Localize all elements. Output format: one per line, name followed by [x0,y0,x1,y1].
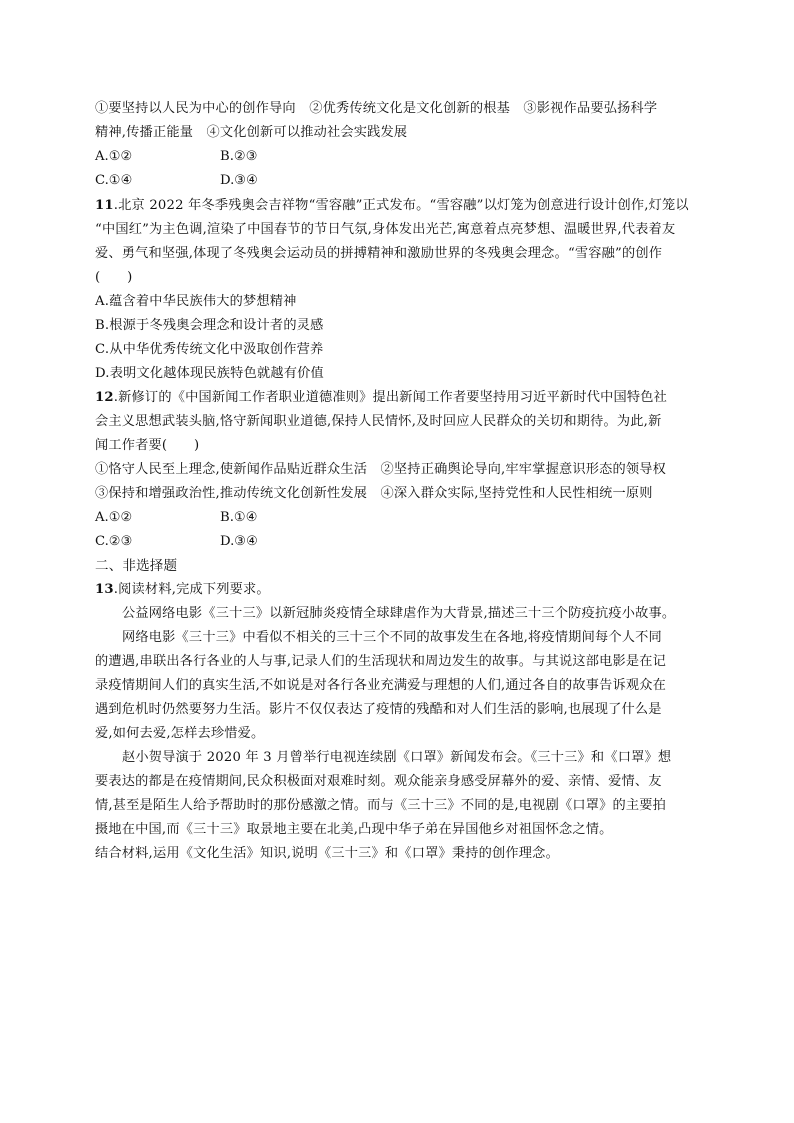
q12-option-a: A.①② [95,510,133,525]
q10-option-d: D.③④ [220,173,258,188]
q13-paragraph-3-line4: 摄地在中国,而《三十三》取景地主要在北美,凸现中华子弟在异国他乡对祖国怀念之情。 [95,822,613,837]
q11-stem-line2: “中国红”为主色调,渲染了中国春节的节日气氛,身体发出光芒,寓意着点亮梦想、温暖世界,代表着友 [95,222,676,237]
q13-paragraph-2-line1: 网络电影《三十三》中看似不相关的三十三个不同的故事发生在各地,将疫情期间每个人不同 [122,630,662,645]
q13-number: 13 [95,582,114,597]
q10-option-c: C.①④ [95,173,133,188]
q13-paragraph-3-line2: 要表达的都是在疫情期间,民众积极面对艰难时刻。观众能亲身感受屏幕外的爱、亲情、爱情、友 [95,774,662,789]
q13-task: 结合材料,运用《文化生活》知识,说明《三十三》和《口罩》秉持的创作理念。 [95,846,559,861]
q13-paragraph-2-line5: 爱,如何去爱,怎样去珍惜爱。 [95,726,265,741]
q12-option-d: D.③④ [220,534,258,549]
q11-option-a: A.蕴含着中华民族伟大的梦想精神 [95,294,297,309]
q10-items-line2: 精神,传播正能量 ④文化创新可以推动社会实践发展 [95,125,408,140]
q12-stem-line2: 会主义思想武装头脑,恪守新闻职业道德,保持人民情怀,及时回应人民群众的关切和期待。为此,新 [95,414,662,429]
q11-option-c: C.从中华优秀传统文化中汲取创作营养 [95,342,324,357]
q12-stem-line3: 闻工作者要( ) [95,438,200,453]
q13-paragraph-2-line3: 录疫情期间人们的真实生活,不如说是对各行各业充满爱与理想的人们,通过各自的故事告诉观众在 [95,678,667,693]
q11-answer-blank: ( ) [95,270,133,285]
q12-stem-line1 [95,389,667,407]
q10-option-b: B.②③ [220,149,258,164]
q13-paragraph-1: 公益网络电影《三十三》以新冠肺炎疫情全球肆虐作为大背景,描述三十三个防疫抗疫小故事。 [122,606,676,621]
q12-stem-text: .新修订的《中国新闻工作者职业道德准则》提出新闻工作者要坚持用习近平新时代中国特色社 [113,390,668,405]
q12-option-c: C.②③ [95,534,133,549]
q11-stem-line1 [95,197,689,215]
q13-paragraph-2-line2: 的遭遇,串联出各行各业的人与事,记录人们的生活现状和周边发生的故事。与其说这部电影是在记 [95,654,667,669]
q11-stem-text: .北京 2022 年冬季残奥会吉祥物“雪容融”正式发布。“雪容融”以灯笼为创意进行设计创作,灯笼以 [113,198,689,213]
q13-prompt [95,581,270,599]
q10-items-line1: ①要坚持以人民为中心的创作导向 ②优秀传统文化是文化创新的根基 ③影视作品要弘扬科学 [95,101,658,116]
q13-paragraph-3-line1: 赵小贺导演于 2020 年 3 月曾举行电视连续剧《口罩》新闻发布会。《三十三》和《口罩》想 [122,750,672,765]
q11-option-b: B.根源于冬残奥会理念和设计者的灵感 [95,318,324,333]
q13-prompt-text: .阅读材料,完成下列要求。 [113,582,270,597]
q12-items-line2: ③保持和增强政治性,推动传统文化创新性发展 ④深入群众实际,坚持党性和人民性相统一原则 [95,486,653,501]
q13-paragraph-2-line4: 遇到危机时仍然要努力生活。影片不仅仅表达了疫情的残酷和对人们生活的影响,也展现了什么是 [95,702,662,717]
q12-option-b: B.①④ [220,510,258,525]
q12-number: 12 [95,390,114,405]
q10-option-a: A.①② [95,149,133,164]
q12-items-line1: ①恪守人民至上理念,使新闻作品贴近群众生活 ②坚持正确舆论导向,牢牢掌握意识形态的领导权 [95,462,667,477]
q13-paragraph-3-line3: 情,甚至是陌生人给予帮助时的那份感激之情。而与《三十三》不同的是,电视剧《口罩》的主要拍 [95,798,667,813]
q11-option-d: D.表明文化越体现民族特色就越有价值 [95,366,324,381]
q11-stem-line3: 爱、勇气和坚强,体现了冬残奥会运动员的拼搏精神和激励世界的冬残奥会理念。“雪容融”的创作 [95,246,663,261]
q11-number: 11 [95,198,114,213]
section-heading: 二、非选择题 [95,558,178,574]
